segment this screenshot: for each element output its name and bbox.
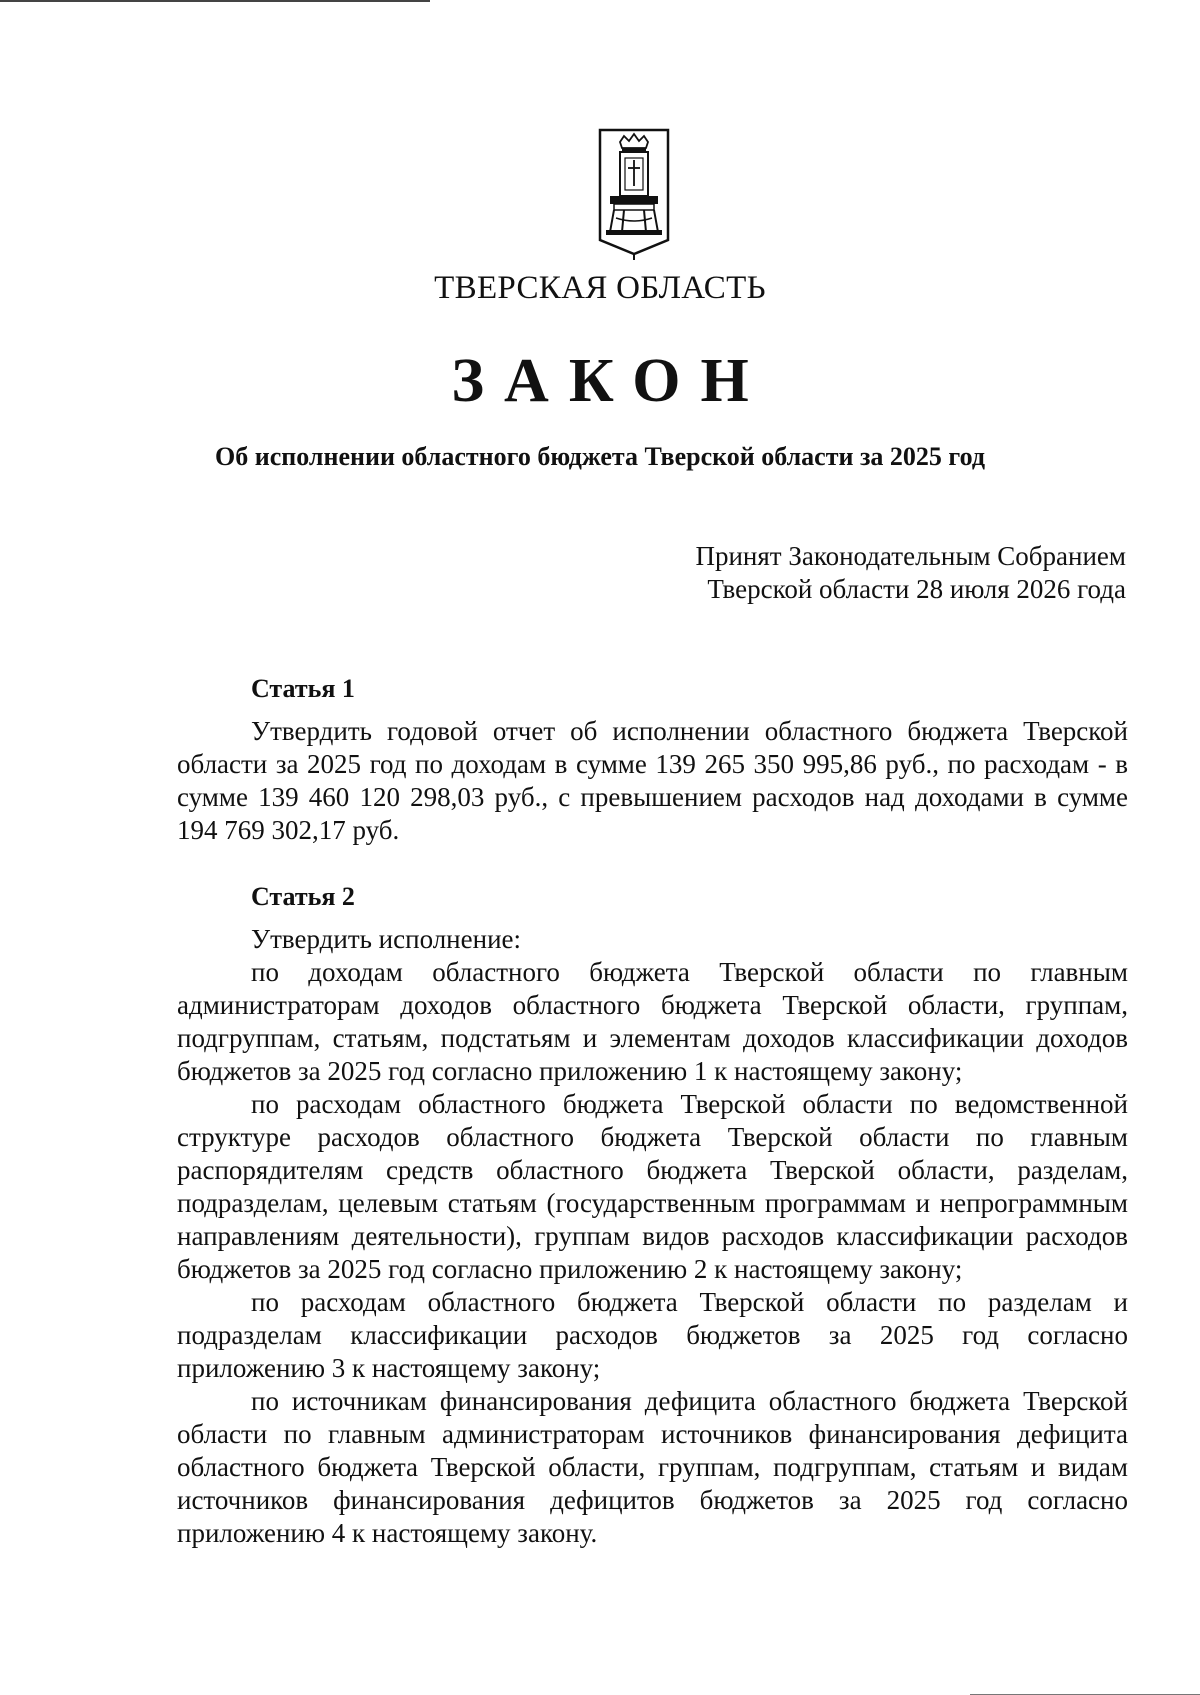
region-name: ТВЕРСКАЯ ОБЛАСТЬ bbox=[434, 270, 766, 306]
article-1-body bbox=[177, 715, 1128, 847]
article-1-title: Статья 1 bbox=[251, 674, 355, 703]
adoption-line-2: Тверской области 28 июля 2026 года bbox=[707, 574, 1126, 604]
law-subtitle: Об исполнении областного бюджета Тверской области за 2025 год bbox=[215, 442, 985, 471]
scan-edge-line bbox=[0, 0, 430, 2]
adoption-line-1: Принят Законодательным Собранием bbox=[695, 541, 1126, 571]
article-2-paragraph: по расходам областного бюджета Тверской области по разделам и подразделам классификации расходов бюджетов за 2025 год согласно приложению 3 к настоящему закону; bbox=[177, 1287, 1128, 1383]
article-2-body bbox=[177, 923, 1128, 1550]
article-2-paragraph: по источникам финансирования дефицита областного бюджета Тверской области по главным администраторам источников финансирования дефицита областного бюджета Тверской области, группам, подгруппам, статьям и видам источников финансирования дефицитов бюджетов за 2025 год согласно приложению 4 к настоящему закону. bbox=[177, 1386, 1128, 1548]
article-2-paragraph: по доходам областного бюджета Тверской области по главным администраторам доходов областного бюджета Тверской области, группам, подгруппам, статьям, подстатьям и элементам доходов классификации доходов бюджетов за 2025 год согласно приложению 1 к настоящему закону; bbox=[177, 957, 1128, 1086]
tver-coat-of-arms-icon bbox=[596, 128, 672, 264]
article-2-title: Статья 2 bbox=[251, 882, 355, 911]
article-1-paragraph: Утвердить годовой отчет об исполнении областного бюджета Тверской области за 2025 год по доходам в сумме 139 265 350 995,86 руб., по расходам - в сумме 139 460 120 298,03 руб., с превышением расходов над доходами в сумме 194 769 302,17 руб. bbox=[177, 716, 1128, 845]
document-type-title: ЗАКОН bbox=[451, 347, 769, 415]
article-2-paragraph: Утвердить исполнение: bbox=[251, 924, 521, 954]
adoption-note bbox=[566, 540, 1126, 606]
article-2-paragraph: по расходам областного бюджета Тверской области по ведомственной структуре расходов областного бюджета Тверской области по главным распорядителям средств областного бюджета Тверской области, разделам, подразделам, целевым статьям (государственным программам и непрограммным направлениям деятельности), группам видов расходов классификации расходов бюджетов за 2025 год согласно приложению 2 к настоящему закону; bbox=[177, 1089, 1128, 1284]
